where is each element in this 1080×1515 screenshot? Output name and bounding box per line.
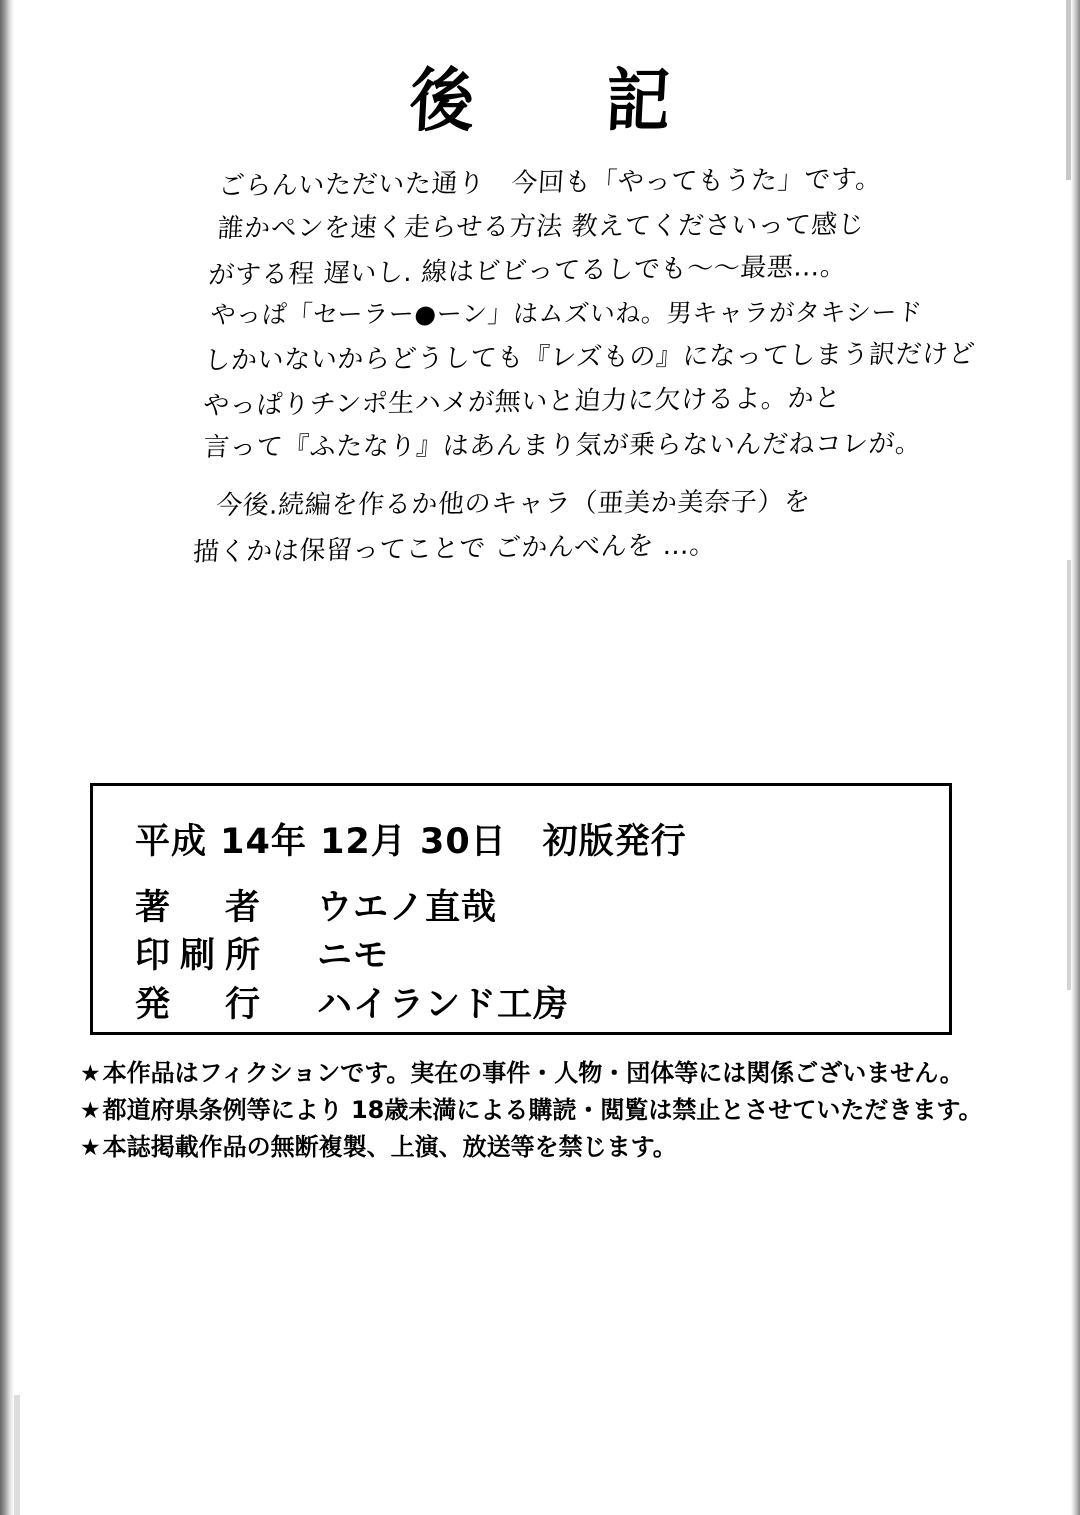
colophon-box xyxy=(90,783,952,1035)
afterword-line: 今後.続編を作るか他のキャラ（亜美か美奈子）を xyxy=(215,487,812,522)
afterword-body xyxy=(0,162,1080,569)
colophon-label-publisher: 発 行 xyxy=(135,984,271,1025)
afterword-line: しかいないからどうしても『レズもの』になってしまう訳だけど xyxy=(203,339,977,376)
afterword-line: やっぱりチンポ生ハメが無いと迫力に欠けるよ。かと xyxy=(202,383,842,422)
star-icon: ★ xyxy=(80,1134,101,1161)
colophon-label-author: 著 者 xyxy=(135,888,271,928)
afterword-line: 描くかは保留ってことで ごかんべんを …。 xyxy=(192,530,717,568)
colophon-label-printer: 印刷所 xyxy=(135,936,271,977)
notice-line xyxy=(80,1055,1020,1092)
afterword-line: やっぱ「セーラー●ーン」はムズいね。男キャラがタキシード xyxy=(209,298,924,330)
afterword-line: がする程 遅いし. 線はビビってるしでも〜〜最悪…。 xyxy=(207,252,848,291)
notice-text: 本誌掲載作品の無断複製、上演、放送等を禁じます。 xyxy=(102,1132,677,1161)
colophon-value-publisher: ハイランド工房 xyxy=(317,984,570,1025)
notice-line xyxy=(80,1092,1020,1129)
colophon-row xyxy=(135,932,569,980)
star-icon: ★ xyxy=(80,1061,101,1087)
notices-section xyxy=(80,1055,1020,1166)
afterword-section xyxy=(0,62,1080,571)
notice-line xyxy=(80,1129,1020,1166)
notice-text: 都道府県条例等により 18歳未満による購読・閲覧は禁止とさせていただきます。 xyxy=(102,1095,983,1124)
colophon-value-author: ウエノ直哉 xyxy=(317,888,498,928)
afterword-line: 言って『ふたなり』はあんまり気が乗らないんだねコレが。 xyxy=(202,429,923,463)
star-icon: ★ xyxy=(80,1097,101,1124)
scan-mark-middle-artifact xyxy=(1067,560,1071,990)
publication-date: 平成 14年 12月 30日 初版発行 xyxy=(135,822,687,862)
colophon-row xyxy=(135,981,569,1029)
scan-mark-bottom-artifact xyxy=(14,1395,20,1515)
colophon-rows xyxy=(135,884,569,1029)
colophon-row xyxy=(135,884,569,932)
notice-text: 本作品はフィクションです。実在の事件・人物・団体等には関係ございません。 xyxy=(102,1059,964,1087)
afterword-heading: 後 記 xyxy=(407,62,707,142)
afterword-line: ごらんいただいた通り 今回も「やってもうた」です。 xyxy=(217,164,883,202)
colophon-value-printer: ニモ xyxy=(317,936,390,977)
afterword-line: 誰かペンを速く走らせる方法 教えてくださいって感じ xyxy=(216,210,866,245)
